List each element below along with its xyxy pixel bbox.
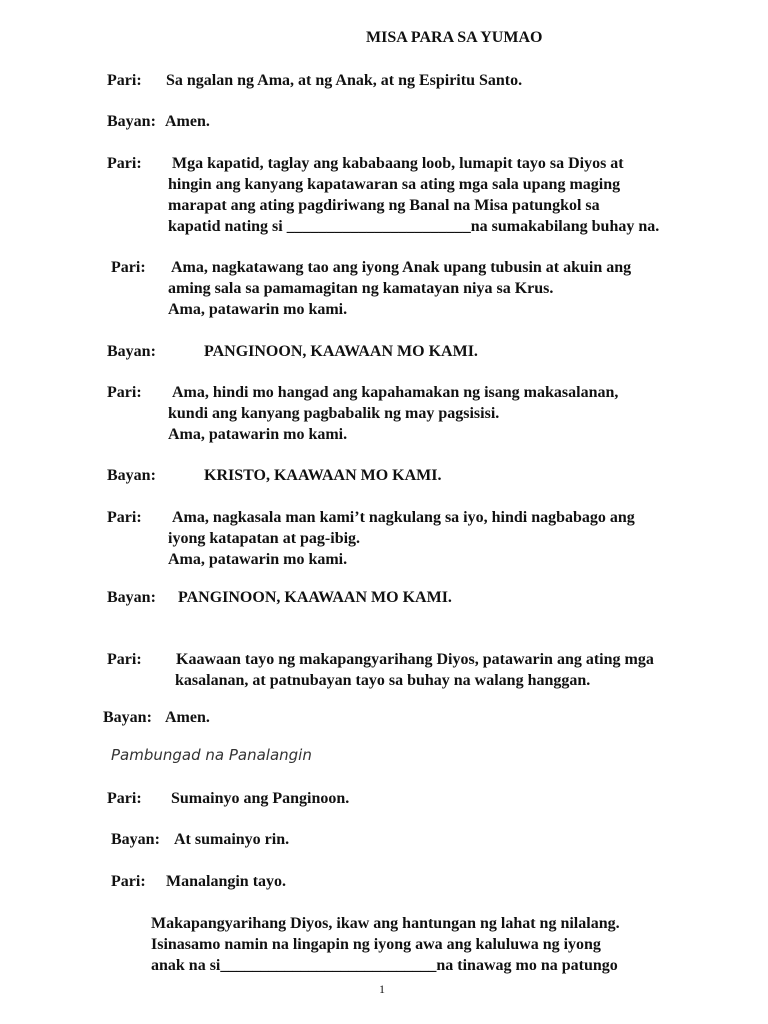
text-line: Amen.	[165, 113, 210, 130]
speaker-label: Pari:	[107, 651, 142, 668]
entry-text	[204, 465, 442, 486]
section-subheading: Pambungad na Panalangin	[111, 746, 312, 764]
entry-text	[178, 587, 452, 608]
speaker-label: Pari:	[107, 72, 142, 89]
prayer-line: Makapangyarihang Diyos, ikaw ang hantungan ng lahat ng nilalang.	[151, 915, 620, 932]
text-line: Ama, patawarin mo kami.	[168, 551, 348, 568]
prayer-line: anak na si___________________________na tinawag mo na patungo	[151, 957, 618, 974]
text-line: Amen.	[165, 709, 210, 726]
document-title: MISA PARA SA YUMAO	[366, 29, 543, 46]
speaker-label: Pari:	[107, 790, 142, 807]
text-line: Ama, nagkatawang tao ang iyong Anak upang tubusin at akuin ang	[171, 259, 632, 276]
text-line: KRISTO, KAAWAAN MO KAMI.	[204, 467, 442, 484]
text-line: PANGINOON, KAAWAAN MO KAMI.	[204, 343, 478, 360]
entry-text	[168, 507, 635, 570]
speaker-label: Bayan:	[111, 831, 160, 848]
entry-text	[174, 829, 289, 850]
entry-text	[175, 649, 654, 691]
speaker-label: Pari:	[107, 509, 142, 526]
text-line: Sa ngalan ng Ama, at ng Anak, at ng Espiritu Santo.	[166, 72, 523, 89]
text-line: iyong katapatan at pag-ibig.	[168, 530, 361, 547]
speaker-label: Bayan:	[107, 589, 156, 606]
page-number: 1	[379, 982, 385, 996]
speaker-label: Pari:	[107, 155, 142, 172]
text-line: At sumainyo rin.	[174, 831, 290, 848]
text-line: Ama, hindi mo hangad ang kapahamakan ng isang makasalanan,	[172, 384, 619, 401]
entry-text	[165, 707, 210, 728]
text-line: Mga kapatid, taglay ang kababaang loob, lumapit tayo sa Diyos at	[172, 155, 624, 172]
text-line: hingin ang kanyang kapatawaran sa ating mga sala upang maging	[168, 176, 621, 193]
text-line: PANGINOON, KAAWAAN MO KAMI.	[178, 589, 452, 606]
text-line: kapatid nating si _______________________na sumakabilang buhay na.	[168, 218, 660, 235]
entry-text	[168, 257, 631, 320]
text-line: Ama, patawarin mo kami.	[168, 426, 348, 443]
prayer-line: Isinasamo namin na lingapin ng iyong awa ang kaluluwa ng iyong	[151, 936, 601, 953]
entry-text	[168, 382, 618, 445]
speaker-label: Bayan:	[103, 709, 152, 726]
entry-text	[166, 70, 522, 91]
text-line: Sumainyo ang Panginoon.	[171, 790, 350, 807]
speaker-label: Bayan:	[107, 113, 156, 130]
entry-text	[168, 153, 659, 237]
entry-text	[171, 788, 349, 809]
text-line: Ama, patawarin mo kami.	[168, 301, 348, 318]
entry-text	[166, 871, 286, 892]
text-line: marapat ang ating pagdiriwang ng Banal na Misa patungkol sa	[168, 197, 600, 214]
text-line: Kaawaan tayo ng makapangyarihang Diyos, patawarin ang ating mga	[176, 651, 654, 668]
entry-text	[204, 341, 478, 362]
text-line: Ama, nagkasala man kami’t nagkulang sa iyo, hindi nagbabago ang	[172, 509, 635, 526]
speaker-label: Pari:	[111, 259, 146, 276]
speaker-label: Pari:	[111, 873, 146, 890]
speaker-label: Bayan:	[107, 467, 156, 484]
speaker-label: Pari:	[107, 384, 142, 401]
text-line: Manalangin tayo.	[166, 873, 287, 890]
text-line: aming sala sa pamamagitan ng kamatayan niya sa Krus.	[168, 280, 554, 297]
text-line: kundi ang kanyang pagbabalik ng may pagsisisi.	[168, 405, 500, 422]
speaker-label: Bayan:	[107, 343, 156, 360]
prayer-block	[151, 913, 620, 976]
text-line: kasalanan, at patnubayan tayo sa buhay na walang hanggan.	[175, 672, 591, 689]
entry-text	[165, 111, 210, 132]
